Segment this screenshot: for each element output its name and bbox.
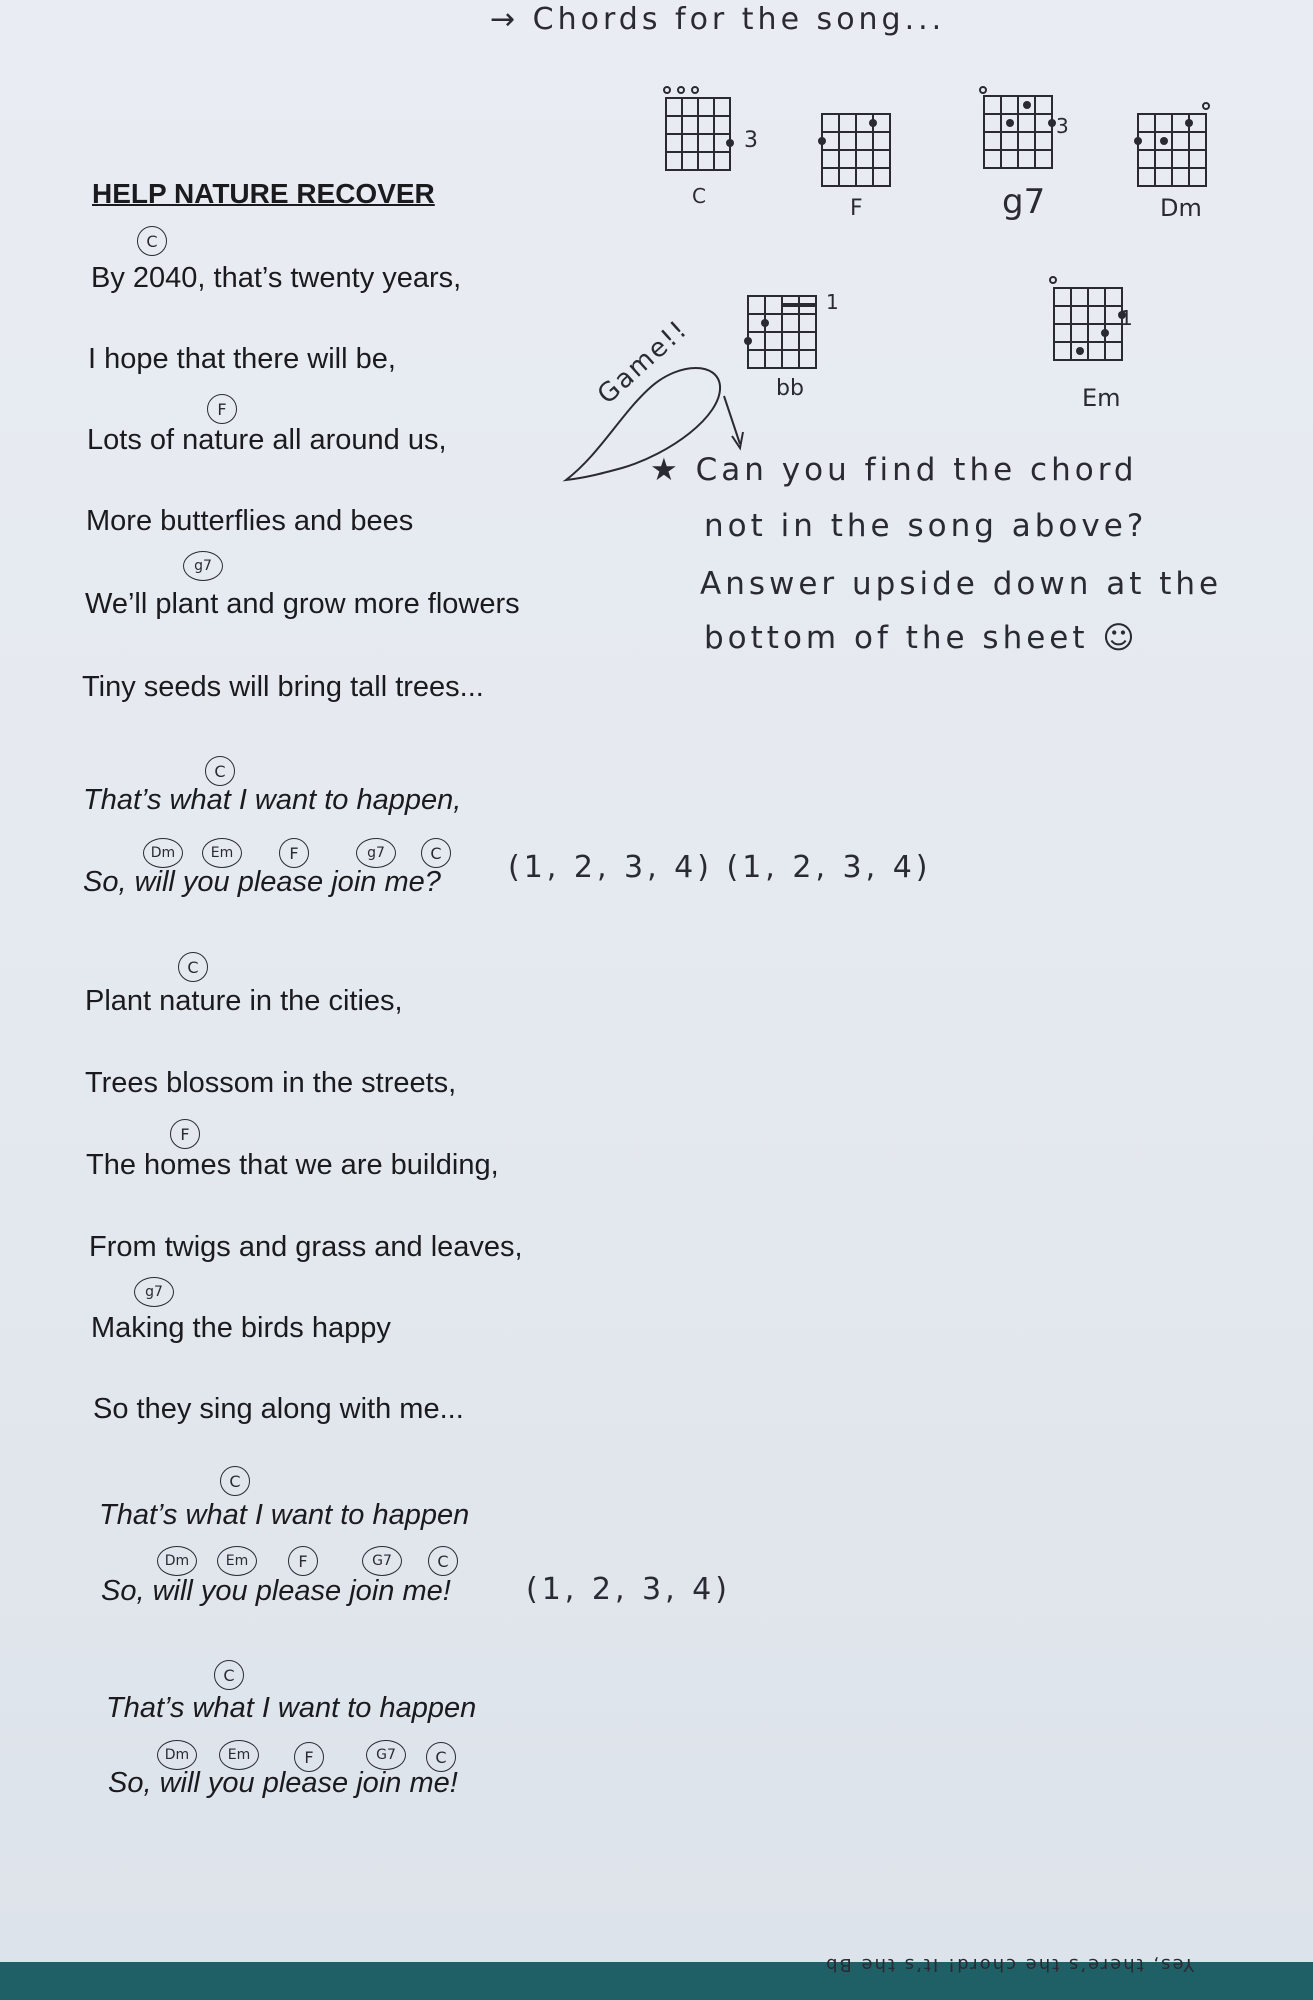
chord-mark: C: [214, 1660, 244, 1690]
chord-mark: F: [279, 838, 309, 868]
chord-mark: F: [207, 394, 237, 424]
chord-mark: g7: [356, 838, 396, 868]
lyric-line: The homes that we are building,: [86, 1149, 499, 1181]
lyric-line: We’ll plant and grow more flowers: [85, 588, 520, 620]
lyric-line: From twigs and grass and leaves,: [89, 1231, 523, 1263]
chord-mark: G7: [362, 1546, 402, 1576]
lyric-line: Making the birds happy: [91, 1312, 391, 1344]
chord-diagram-c: [660, 82, 740, 182]
game-label: Game!!: [592, 314, 695, 411]
game-line: Answer upside down at the: [700, 566, 1223, 602]
finger-number: 3: [744, 128, 758, 153]
upside-down-answer: Yes, there’s the chord! It’s the Bb: [824, 1954, 1195, 1975]
chord-mark: Em: [219, 1740, 259, 1770]
chord-mark: C: [428, 1546, 458, 1576]
chord-mark: F: [288, 1546, 318, 1576]
song-title: HELP NATURE RECOVER: [92, 178, 435, 209]
chord-mark: Dm: [157, 1740, 197, 1770]
chord-diagram-dm: [1134, 98, 1224, 190]
chord-diagram-label: bb: [776, 376, 804, 401]
chord-diagram-bb: [744, 290, 824, 376]
lyric-line: That’s what I want to happen: [99, 1499, 470, 1531]
chord-diagram-label: Dm: [1160, 194, 1202, 222]
count-note: (1, 2, 3, 4): [526, 1572, 731, 1607]
lyric-line: So they sing along with me...: [93, 1393, 464, 1425]
chord-mark: g7: [134, 1277, 174, 1307]
lyric-line: So, will you please join me!: [101, 1575, 451, 1607]
chord-mark: C: [178, 952, 208, 982]
chord-mark: F: [170, 1119, 200, 1149]
chord-diagram-label: F: [850, 196, 863, 221]
chords-header-note: → Chords for the song...: [490, 2, 946, 37]
chord-diagram-g7: [980, 82, 1060, 174]
finger-number: 1: [1120, 306, 1133, 330]
lyric-line: More butterflies and bees: [86, 505, 414, 537]
chord-diagram-label: C: [692, 184, 706, 208]
chord-mark: Em: [217, 1546, 257, 1576]
chord-mark: C: [421, 838, 451, 868]
count-note: (1, 2, 3, 4) (1, 2, 3, 4): [508, 850, 932, 885]
chord-mark: Dm: [157, 1546, 197, 1576]
lyric-line: Trees blossom in the streets,: [85, 1067, 457, 1099]
chord-diagram-label: g7: [1002, 182, 1046, 222]
game-line: ★ Can you find the chord: [650, 452, 1138, 488]
game-line: not in the song above?: [704, 508, 1148, 544]
chord-mark: G7: [366, 1740, 406, 1770]
lyric-line: By 2040, that’s twenty years,: [91, 262, 462, 294]
chord-mark: Em: [202, 838, 242, 868]
lyric-line: So, will you please join me?: [83, 866, 441, 898]
chord-mark: F: [294, 1742, 324, 1772]
chord-mark: C: [137, 226, 167, 256]
game-line: bottom of the sheet ☺: [704, 620, 1139, 656]
lyric-line: Plant nature in the cities,: [85, 985, 403, 1017]
lyric-line: That’s what I want to happen,: [83, 784, 462, 816]
chord-mark: g7: [183, 551, 223, 581]
lyric-line: Tiny seeds will bring tall trees...: [82, 671, 484, 703]
chord-diagram-label: Em: [1082, 384, 1121, 412]
chord-diagram-f: [818, 108, 898, 194]
finger-number: 3: [1056, 114, 1069, 138]
lyric-line: Lots of nature all around us,: [87, 424, 447, 456]
chord-mark: C: [205, 756, 235, 786]
finger-number: 1: [826, 290, 839, 314]
chord-mark: C: [426, 1742, 456, 1772]
chord-mark: C: [220, 1466, 250, 1496]
lyric-line: So, will you please join me!: [108, 1767, 458, 1799]
lyric-line: That’s what I want to happen: [106, 1692, 477, 1724]
chord-mark: Dm: [143, 838, 183, 868]
lyric-line: I hope that there will be,: [88, 343, 396, 375]
